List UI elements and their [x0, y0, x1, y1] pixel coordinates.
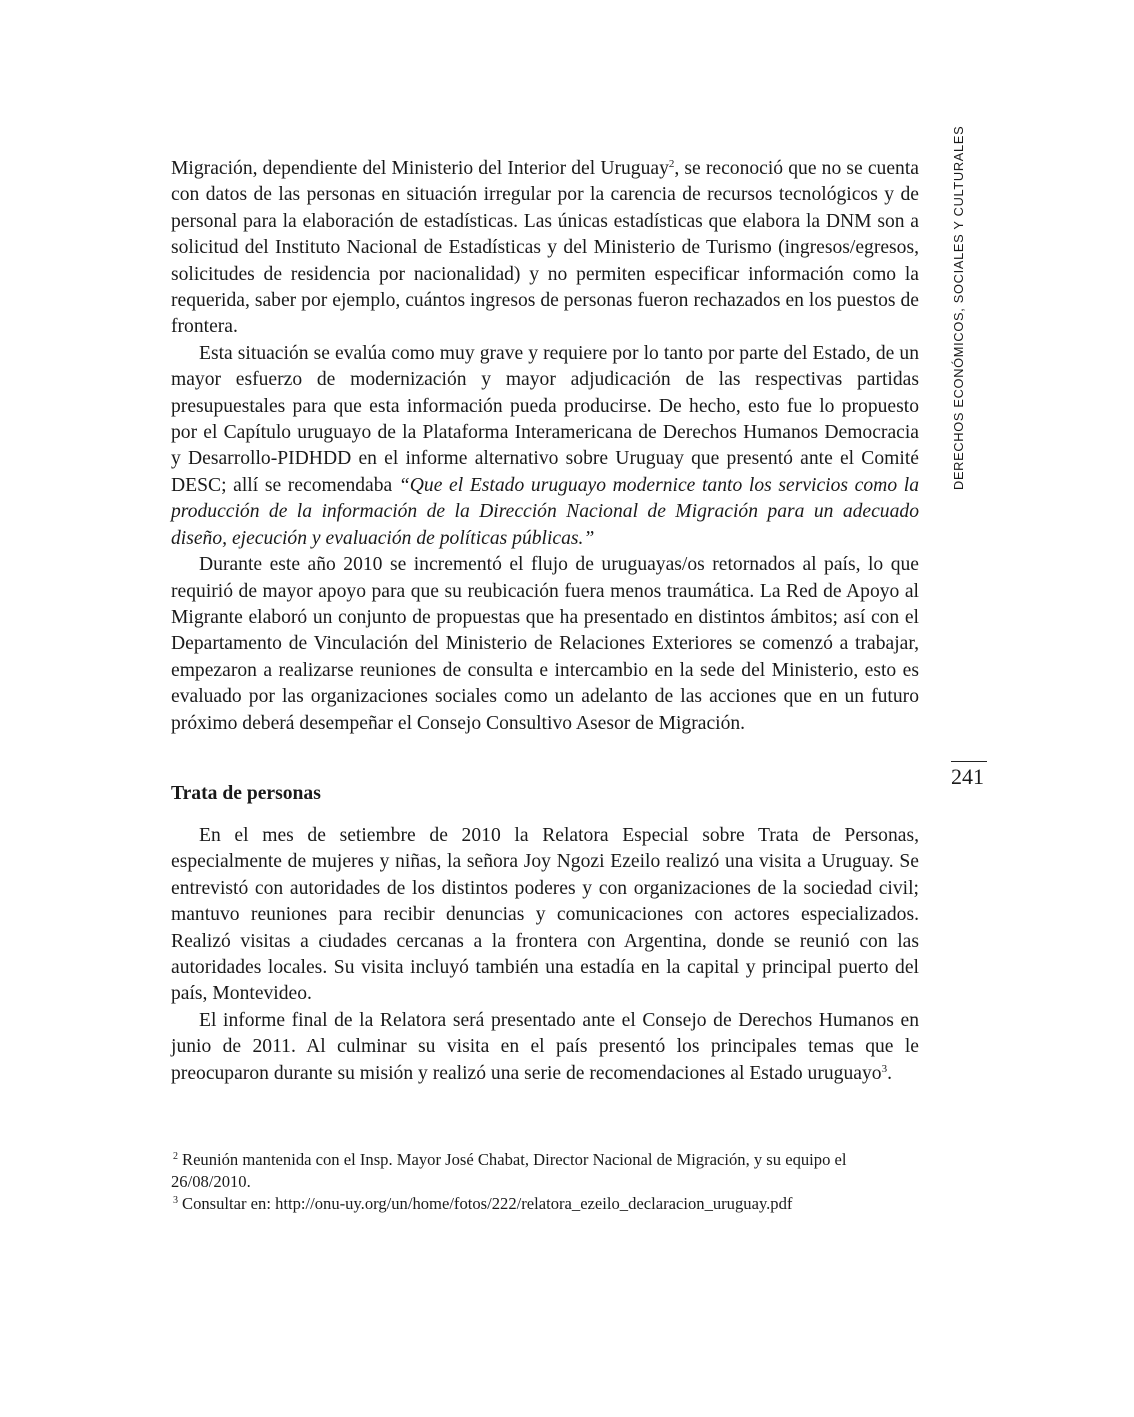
footnote-3: [171, 1193, 919, 1215]
quoted-recommendation: “Que el Estado uruguayo modernice tanto los servicios como la producción de la información de la Dirección Nacional de Migración para un adecuado diseño, ejecución y evaluación de políticas públicas.”: [171, 474, 919, 549]
footnote-reference-3: 3: [881, 1062, 888, 1075]
paragraph-text: El informe final de la Relatora será presentado ante el Consejo de Derechos Humanos en junio de 2011. Al culminar su visita en el país presentó los principales temas que le preocuparon durante su misión y realizó una serie de recomendaciones al Estado uruguayo: [171, 1009, 919, 1084]
paragraph-retornados: [171, 552, 919, 737]
footnote-reference-2: 2: [668, 158, 675, 170]
main-text-block: [171, 156, 919, 737]
paragraph-text: Esta situación se evalúa como muy grave y requiere por lo tanto por parte del Estado, de un mayor esfuerzo de modernización y mayor adjudicación de las respectivas partidas presupuestales para que esta información pueda producirse. De hecho, esto fue lo propuesto por el Capítulo uruguayo de la Plataforma Interamericana de Derechos Humanos Democracia y Desarrollo-PIDHDD en el informe alternativo sobre Uruguay que presentó ante el Comité DESC; allí se recomendaba: [171, 342, 919, 496]
footnote-text: Reunión mantenida con el Insp. Mayor José Chabat, Director Nacional de Migración, y su equipo el 26/08/2010.: [171, 1150, 847, 1191]
paragraph-text: , se reconoció que no se cuenta con datos de las personas en situación irregular por la carencia de recursos tecnológicos y de personal para la elaboración de estadísticas. Las únicas estadísticas que elabora la DNM son a solicitud del Instituto Nacional de Estadísticas y del Ministerio de Turismo (ingresos/egresos, solicitudes de residencia por nacionalidad) y no permiten especificar información como la requerida, saber por ejemplo, cuántos ingresos de personas fueron rechazados en los puestos de frontera.: [171, 158, 919, 338]
paragraph-informe-final: [171, 1008, 919, 1087]
footnote-text: Consultar en: http://onu-uy.org/un/home/fotos/222/relatora_ezeilo_declaracion_uruguay.pdf: [182, 1194, 793, 1213]
running-section-label: DERECHOS ECONÓMICOS, SOCIALES Y CULTURALES: [951, 125, 966, 490]
footnote-number: 3: [173, 1195, 178, 1206]
footnote-2: [171, 1149, 919, 1193]
paragraph-situacion: [171, 341, 919, 552]
page-number: 241: [951, 764, 984, 789]
paragraph-text: En el mes de setiembre de 2010 la Relatora Especial sobre Trata de Personas, especialmente de mujeres y niñas, la señora Joy Ngozi Ezeilo realizó una visita a Uruguay. Se entrevistó con autoridades de los distintos poderes y con organizaciones de la sociedad civil; mantuvo reuniones para recibir denuncias y comunicaciones con actores especializados. Realizó visitas a ciudades cercanas a la frontera con Argentina, donde se reunió con las autoridades locales. Su visita incluyó también una estadía en la capital y principal puerto del país, Montevideo.: [171, 825, 919, 1005]
paragraph-text: .: [887, 1062, 892, 1084]
footnote-number: 2: [173, 1151, 178, 1162]
section-text-block: [171, 823, 919, 1087]
paragraph-migracion: [171, 156, 919, 341]
paragraph-text: Migración, dependiente del Ministerio del Interior del Uruguay: [171, 158, 669, 179]
paragraph-text: Durante este año 2010 se incrementó el flujo de uruguayas/os retornados al país, lo que requirió de mayor apoyo para que su reubicación fuera menos traumática. La Red de Apoyo al Migrante elaboró un conjunto de propuestas que ha presentado en distintos ámbitos; así con el Departamento de Vinculación del Ministerio de Relaciones Exteriores se comenzó a trabajar, empezaron a realizarse reuniones de consulta e intercambio en la sede del Ministerio, esto es evaluado por las organizaciones sociales como un adelanto de las acciones que en un futuro próximo deberá desempeñar el Consejo Consultivo Asesor de Migración.: [171, 554, 919, 734]
page-number-rule: [951, 761, 987, 762]
footnotes: [171, 1149, 919, 1215]
section-heading: Trata de personas: [171, 783, 321, 804]
paragraph-relatora-visita: [171, 823, 919, 1008]
